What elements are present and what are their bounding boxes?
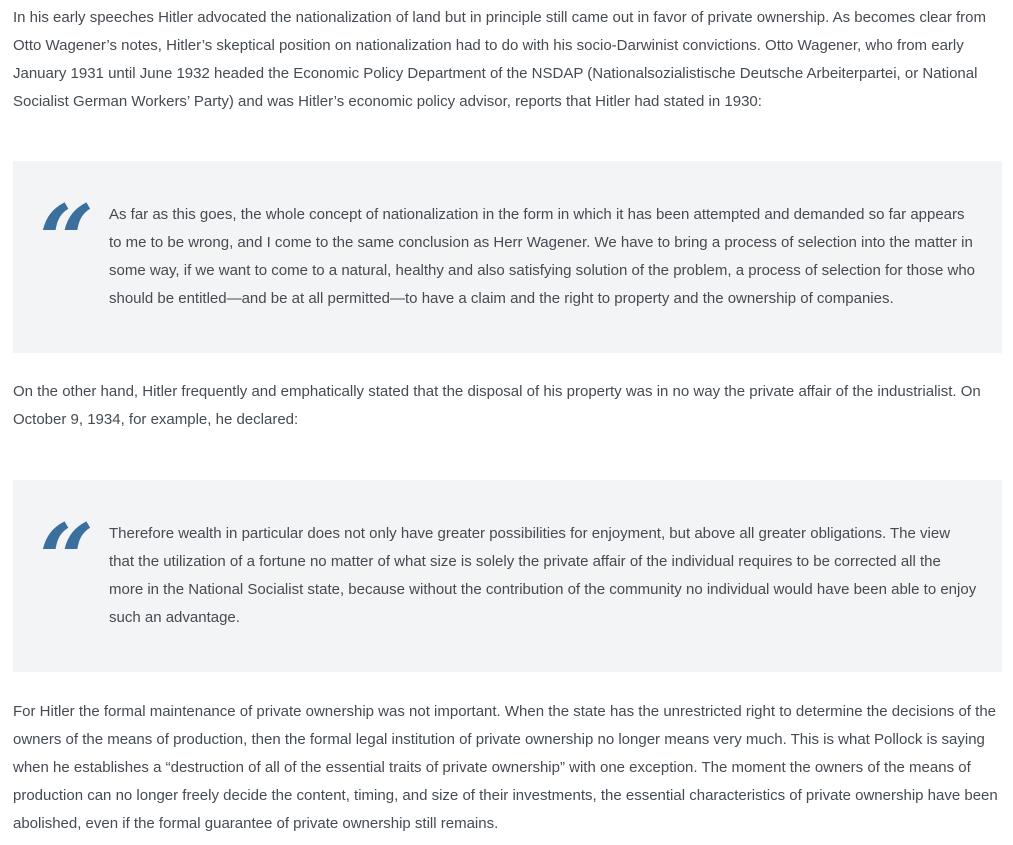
paragraph-pollock: For Hitler the formal maintenance of private ownership was not important. When the state has the unrestricted right to determine the decisions of the owners of the means of production, then the formal legal institution of private ownership no longer means very much. This is what Pollock is saying when he establishes a “destruction of all of the essential traits of private ownership” with one exception. The moment the owners of the means of production can no longer freely decide the content, timing, and size of their investments, the essential characteristics of private ownership have been abolished, even if the formal guarantee of private ownership still remains.	[13, 703, 998, 832]
quote-icon: “	[39, 503, 95, 616]
quote-icon: “	[39, 184, 95, 297]
paragraph-intro: In his early speeches Hitler advocated the nationalization of land but in principle still came out in favor of private ownership. As becomes clear from Otto Wagener’s notes, Hitler’s skeptical position on nationalization had to do with his socio-Darwinist convictions. Otto Wagener, who from early January 1931 until June 1932 headed the Economic Policy Department of the NSDAP (Nationalsozialistische Deutsche Arbeiterpartei, or National Socialist German Workers’ Party) and was Hitler’s economic policy advisor, reports that Hitler had stated in 1930:	[13, 9, 987, 110]
paragraph-disposal: On the other hand, Hitler frequently and emphatically stated that the disposal of his property was in no way the private affair of the industrialist. On October 9, 1934, for example, he declared:	[13, 383, 981, 428]
blockquote-wagener	[13, 161, 1002, 353]
blockquote-1934	[13, 480, 1002, 672]
blockquote-text: As far as this goes, the whole concept of nationalization in the form in which it has been attempted and demanded so far appears to me to be wrong, and I come to the same conclusion as Herr Wagener. We have to bring a process of selection into the matter in some way, if we want to come to a natural, healthy and also satisfying solution of the problem, a process of selection for those who should be entitled—and be at all permitted—to have a claim and the right to property and the ownership of companies.	[109, 206, 976, 307]
blockquote-text: Therefore wealth in particular does not only have greater possibilities for enjoyment, but above all greater obligations. The view that the utilization of a fortune no matter of what size is solely the private affair of the individual requires to be corrected all the more in the National Socialist state, because without the contribution of the community no individual would have been able to enjoy such an advantage.	[109, 525, 977, 626]
